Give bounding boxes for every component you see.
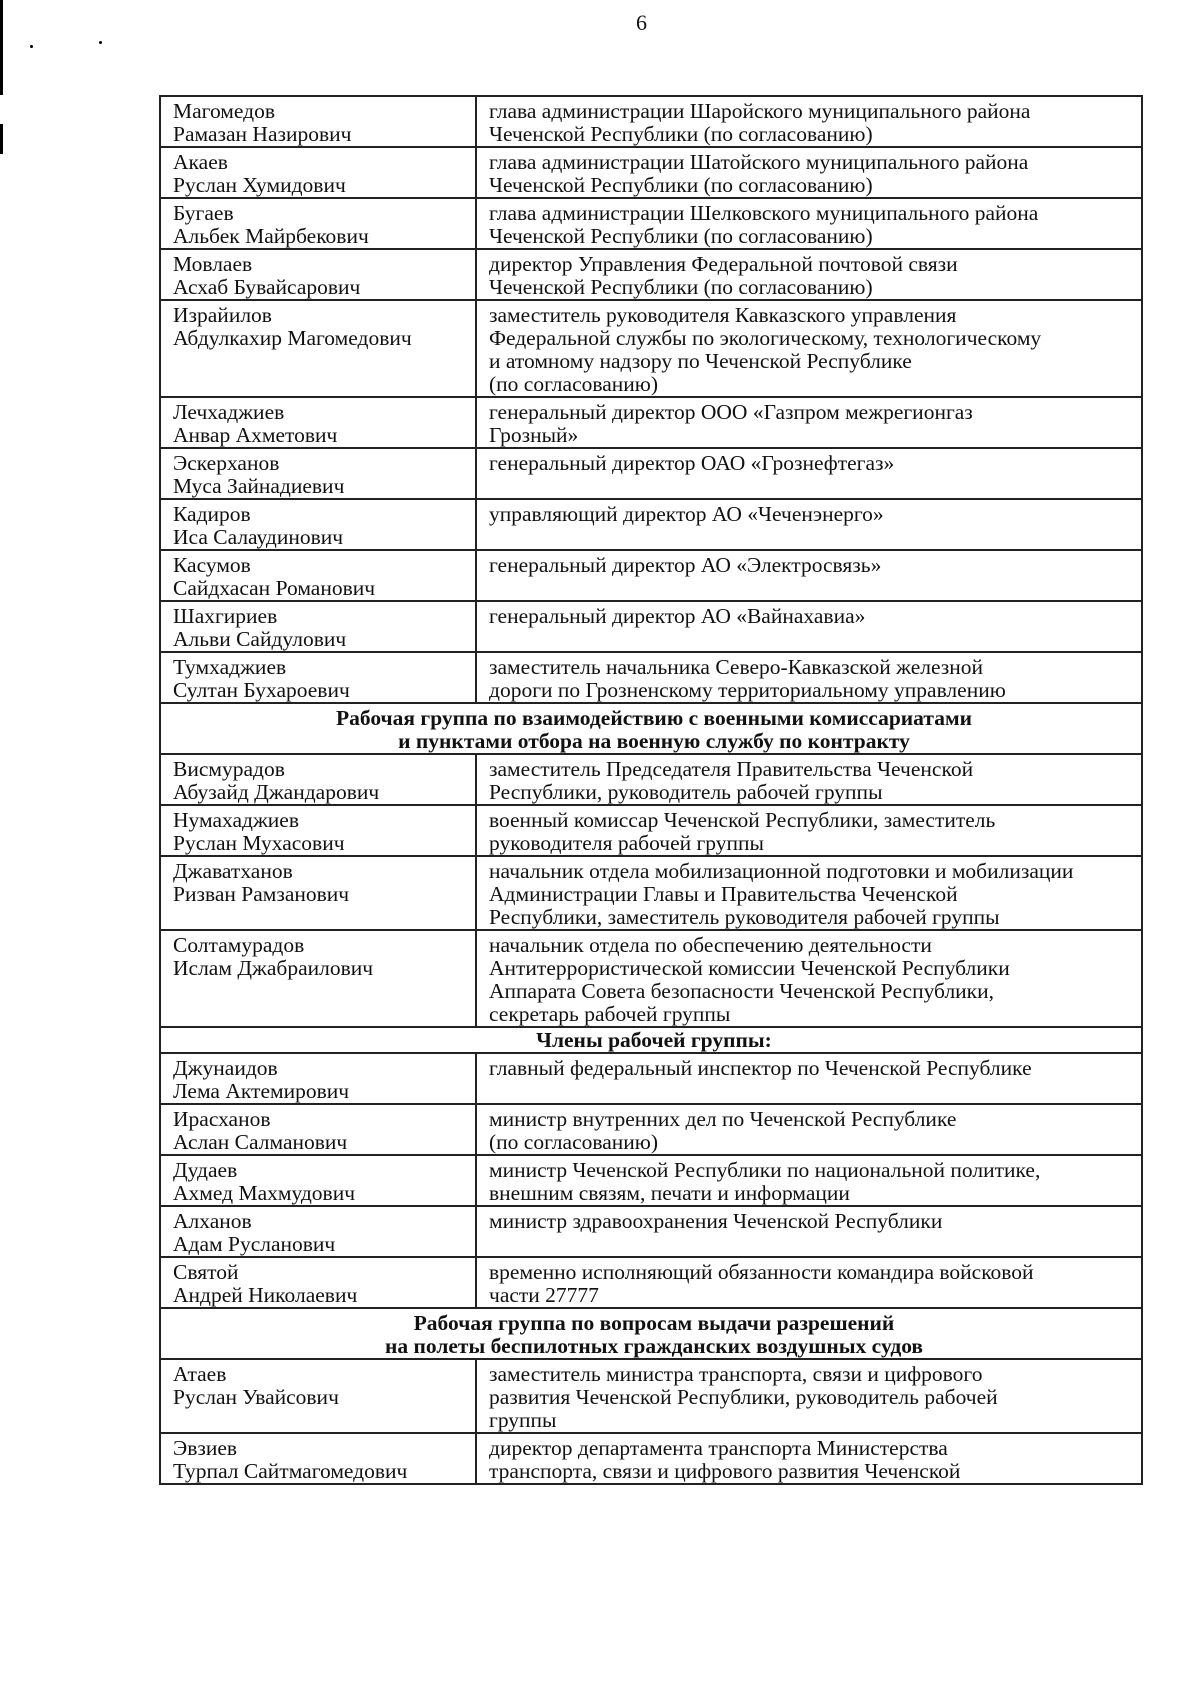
member-role-line: военный комиссар Чеченской Республики, заместитель — [489, 808, 996, 832]
member-given-names: Абдулкахир Магомедович — [173, 326, 412, 350]
member-role-cell — [476, 300, 1142, 397]
member-role-cell — [476, 1206, 1142, 1257]
member-name-cell — [160, 550, 476, 601]
member-role-line: Антитеррористической комиссии Чеченской Республики — [489, 956, 1010, 980]
member-name-cell — [160, 198, 476, 249]
member-given-names: Альви Сайдулович — [173, 627, 347, 651]
member-role-cell — [476, 499, 1142, 550]
member-role-line: генеральный директор ООО «Газпром межрегионгаз — [489, 400, 973, 424]
member-name-cell — [160, 1257, 476, 1308]
member-role-line: Аппарата Совета безопасности Чеченской Республики, — [489, 979, 995, 1003]
member-surname: Бугаев — [173, 201, 234, 225]
member-given-names: Руслан Увайсович — [173, 1385, 339, 1409]
member-given-names: Аслан Салманович — [173, 1130, 348, 1154]
member-name-cell — [160, 1206, 476, 1257]
member-role-line: Чеченской Республики (по согласованию) — [489, 275, 873, 299]
member-role-cell — [476, 147, 1142, 198]
member-given-names: Муса Зайнадиевич — [173, 474, 345, 498]
member-role-cell — [476, 856, 1142, 930]
member-role-line: Чеченской Республики (по согласованию) — [489, 224, 873, 248]
member-row — [160, 1257, 1142, 1308]
member-role-line: начальник отдела по обеспечению деятельности — [489, 933, 932, 957]
member-given-names: Асхаб Бувайсарович — [173, 275, 361, 299]
member-row — [160, 754, 1142, 805]
member-row — [160, 1104, 1142, 1155]
member-surname: Дудаев — [173, 1158, 238, 1182]
member-given-names: Ахмед Махмудович — [173, 1181, 356, 1205]
member-role-line: Федеральной службы по экологическому, технологическому — [489, 326, 1042, 350]
member-surname: Эскерханов — [173, 451, 280, 475]
member-surname: Лечхаджиев — [173, 400, 285, 424]
member-row — [160, 1206, 1142, 1257]
member-name-cell — [160, 499, 476, 550]
section-heading-row — [160, 1027, 1142, 1053]
member-role-line: генеральный директор АО «Вайнахавиа» — [489, 604, 866, 628]
member-row — [160, 1053, 1142, 1104]
member-row — [160, 1155, 1142, 1206]
member-role-line: заместитель руководителя Кавказского управления — [489, 303, 957, 327]
member-role-line: Республики, заместитель руководителя рабочей группы — [489, 905, 1000, 929]
member-role-line: глава администрации Шаройского муниципального района — [489, 99, 1031, 123]
member-role-line: генеральный директор ОАО «Грознефтегаз» — [489, 451, 895, 475]
member-name-cell — [160, 397, 476, 448]
member-given-names: Андрей Николаевич — [173, 1283, 358, 1307]
section-heading-line: Члены рабочей группы: — [536, 1028, 772, 1052]
member-given-names: Адам Русланович — [173, 1232, 336, 1256]
member-row — [160, 300, 1142, 397]
page-number: 6 — [636, 10, 647, 35]
member-role-cell — [476, 550, 1142, 601]
member-name-cell — [160, 652, 476, 703]
member-surname: Алханов — [173, 1209, 252, 1233]
member-surname: Ирасханов — [173, 1107, 271, 1131]
member-role-cell — [476, 198, 1142, 249]
scan-edge-mark — [0, 0, 3, 95]
section-heading-line: Рабочая группа по взаимодействию с военными комиссариатами — [336, 706, 972, 730]
member-role-line: начальник отдела мобилизационной подготовки и мобилизации — [489, 859, 1074, 883]
member-surname: Мовлаев — [173, 252, 253, 276]
member-row — [160, 198, 1142, 249]
section-heading-row — [160, 703, 1142, 754]
member-role-line: секретарь рабочей группы — [489, 1002, 731, 1026]
member-surname: Святой — [173, 1260, 239, 1284]
member-given-names: Ислам Джабраилович — [173, 956, 374, 980]
scan-edge-mark — [0, 124, 3, 154]
member-row — [160, 96, 1142, 147]
member-role-line: развития Чеченской Республики, руководитель рабочей — [489, 1385, 998, 1409]
member-role-line: Чеченской Республики (по согласованию) — [489, 122, 873, 146]
member-role-cell — [476, 930, 1142, 1027]
member-row — [160, 856, 1142, 930]
section-heading-line: на полеты беспилотных гражданских воздушных судов — [384, 1334, 924, 1358]
member-row — [160, 147, 1142, 198]
member-given-names: Ризван Рамзанович — [173, 882, 350, 906]
member-role-line: внешним связям, печати и информации — [489, 1181, 850, 1205]
scan-speck — [30, 45, 33, 48]
member-name-cell — [160, 805, 476, 856]
member-role-line: части 27777 — [489, 1283, 599, 1307]
member-given-names: Руслан Мухасович — [173, 831, 345, 855]
member-name-cell — [160, 930, 476, 1027]
member-given-names: Турпал Сайтмагомедович — [173, 1459, 408, 1483]
member-name-cell — [160, 1433, 476, 1484]
member-surname: Шахгириев — [173, 604, 278, 628]
member-row — [160, 550, 1142, 601]
member-role-line: руководителя рабочей группы — [489, 831, 764, 855]
member-role-line: министр Чеченской Республики по национальной политике, — [489, 1158, 1041, 1182]
member-surname: Солтамурадов — [173, 933, 305, 957]
member-given-names: Рамазан Назирович — [173, 122, 352, 146]
member-role-cell — [476, 397, 1142, 448]
member-row — [160, 1433, 1142, 1484]
member-row — [160, 652, 1142, 703]
member-row — [160, 249, 1142, 300]
member-role-line: транспорта, связи и цифрового развития Чеченской — [489, 1459, 961, 1483]
member-role-line: Республики, руководитель рабочей группы — [489, 780, 883, 804]
member-surname: Нумахаджиев — [173, 808, 299, 832]
member-name-cell — [160, 249, 476, 300]
member-row — [160, 601, 1142, 652]
member-role-cell — [476, 1359, 1142, 1433]
member-role-line: генеральный директор АО «Электросвязь» — [489, 553, 882, 577]
section-heading-row — [160, 1308, 1142, 1359]
member-row — [160, 930, 1142, 1027]
member-role-line: заместитель министра транспорта, связи и цифрового — [489, 1362, 983, 1386]
member-role-cell — [476, 249, 1142, 300]
section-heading-line: Рабочая группа по вопросам выдачи разрешений — [413, 1311, 895, 1335]
member-role-line: управляющий директор АО «Чеченэнерго» — [489, 502, 884, 526]
member-name-cell — [160, 856, 476, 930]
member-role-cell — [476, 805, 1142, 856]
member-row — [160, 397, 1142, 448]
member-surname: Тумхаджиев — [173, 655, 287, 679]
section-heading — [160, 703, 1142, 754]
member-surname: Джунаидов — [173, 1056, 278, 1080]
member-role-line: министр здравоохранения Чеченской Республики — [489, 1209, 943, 1233]
member-role-cell — [476, 1053, 1142, 1104]
member-name-cell — [160, 1104, 476, 1155]
member-given-names: Сайдхасан Романович — [173, 576, 376, 600]
member-given-names: Лема Актемирович — [173, 1079, 350, 1103]
member-row — [160, 805, 1142, 856]
member-surname: Кадиров — [173, 502, 251, 526]
member-role-line: группы — [489, 1408, 557, 1432]
member-role-line: глава администрации Шелковского муниципального района — [489, 201, 1039, 225]
member-role-line: дороги по Грозненскому территориальному управлению — [489, 678, 1006, 702]
member-name-cell — [160, 96, 476, 147]
member-role-cell — [476, 1155, 1142, 1206]
member-role-line: директор департамента транспорта Министерства — [489, 1436, 948, 1460]
member-name-cell — [160, 1359, 476, 1433]
member-surname: Висмурадов — [173, 757, 285, 781]
member-name-cell — [160, 300, 476, 397]
member-row — [160, 448, 1142, 499]
member-surname: Касумов — [173, 553, 251, 577]
section-heading-line: и пунктами отбора на военную службу по контракту — [398, 729, 910, 753]
member-role-line: (по согласованию) — [489, 1130, 659, 1154]
member-role-line: директор Управления Федеральной почтовой связи — [489, 252, 958, 276]
member-role-line: заместитель начальника Северо-Кавказской железной — [489, 655, 984, 679]
section-heading — [160, 1308, 1142, 1359]
scan-speck — [99, 41, 102, 44]
members-table-body — [160, 96, 1142, 1484]
member-role-line: временно исполняющий обязанности командира войсковой — [489, 1260, 1034, 1284]
member-role-line: глава администрации Шатойского муниципального района — [489, 150, 1029, 174]
member-surname: Атаев — [173, 1362, 227, 1386]
member-row — [160, 1359, 1142, 1433]
members-table — [159, 95, 1143, 1485]
member-surname: Джаватханов — [173, 859, 293, 883]
member-role-line: министр внутренних дел по Чеченской Республике — [489, 1107, 957, 1131]
member-role-line: Грозный» — [489, 423, 579, 447]
member-given-names: Абузайд Джандарович — [173, 780, 380, 804]
member-given-names: Руслан Хумидович — [173, 173, 346, 197]
member-name-cell — [160, 1053, 476, 1104]
member-given-names: Анвар Ахметович — [173, 423, 338, 447]
member-role-line: главный федеральный инспектор по Чеченской Республике — [489, 1056, 1032, 1080]
member-role-line: (по согласованию) — [489, 372, 659, 396]
member-role-cell — [476, 1257, 1142, 1308]
member-surname: Эвзиев — [173, 1436, 238, 1460]
member-row — [160, 499, 1142, 550]
member-name-cell — [160, 448, 476, 499]
member-name-cell — [160, 754, 476, 805]
member-given-names: Султан Бухароевич — [173, 678, 350, 702]
member-surname: Магомедов — [173, 99, 275, 123]
member-role-cell — [476, 601, 1142, 652]
member-surname: Израйилов — [173, 303, 272, 327]
member-role-cell — [476, 448, 1142, 499]
member-name-cell — [160, 147, 476, 198]
member-role-line: Чеченской Республики (по согласованию) — [489, 173, 873, 197]
member-role-cell — [476, 754, 1142, 805]
member-surname: Акаев — [173, 150, 228, 174]
member-name-cell — [160, 601, 476, 652]
member-name-cell — [160, 1155, 476, 1206]
member-role-cell — [476, 96, 1142, 147]
member-given-names: Альбек Майрбекович — [173, 224, 369, 248]
member-role-cell — [476, 1104, 1142, 1155]
member-given-names: Иса Салаудинович — [173, 525, 344, 549]
member-role-cell — [476, 652, 1142, 703]
member-role-cell — [476, 1433, 1142, 1484]
member-role-line: заместитель Председателя Правительства Чеченской — [489, 757, 974, 781]
section-heading — [160, 1027, 1142, 1053]
member-role-line: и атомному надзору по Чеченской Республике — [489, 349, 912, 373]
member-role-line: Администрации Главы и Правительства Чеченской — [489, 882, 958, 906]
